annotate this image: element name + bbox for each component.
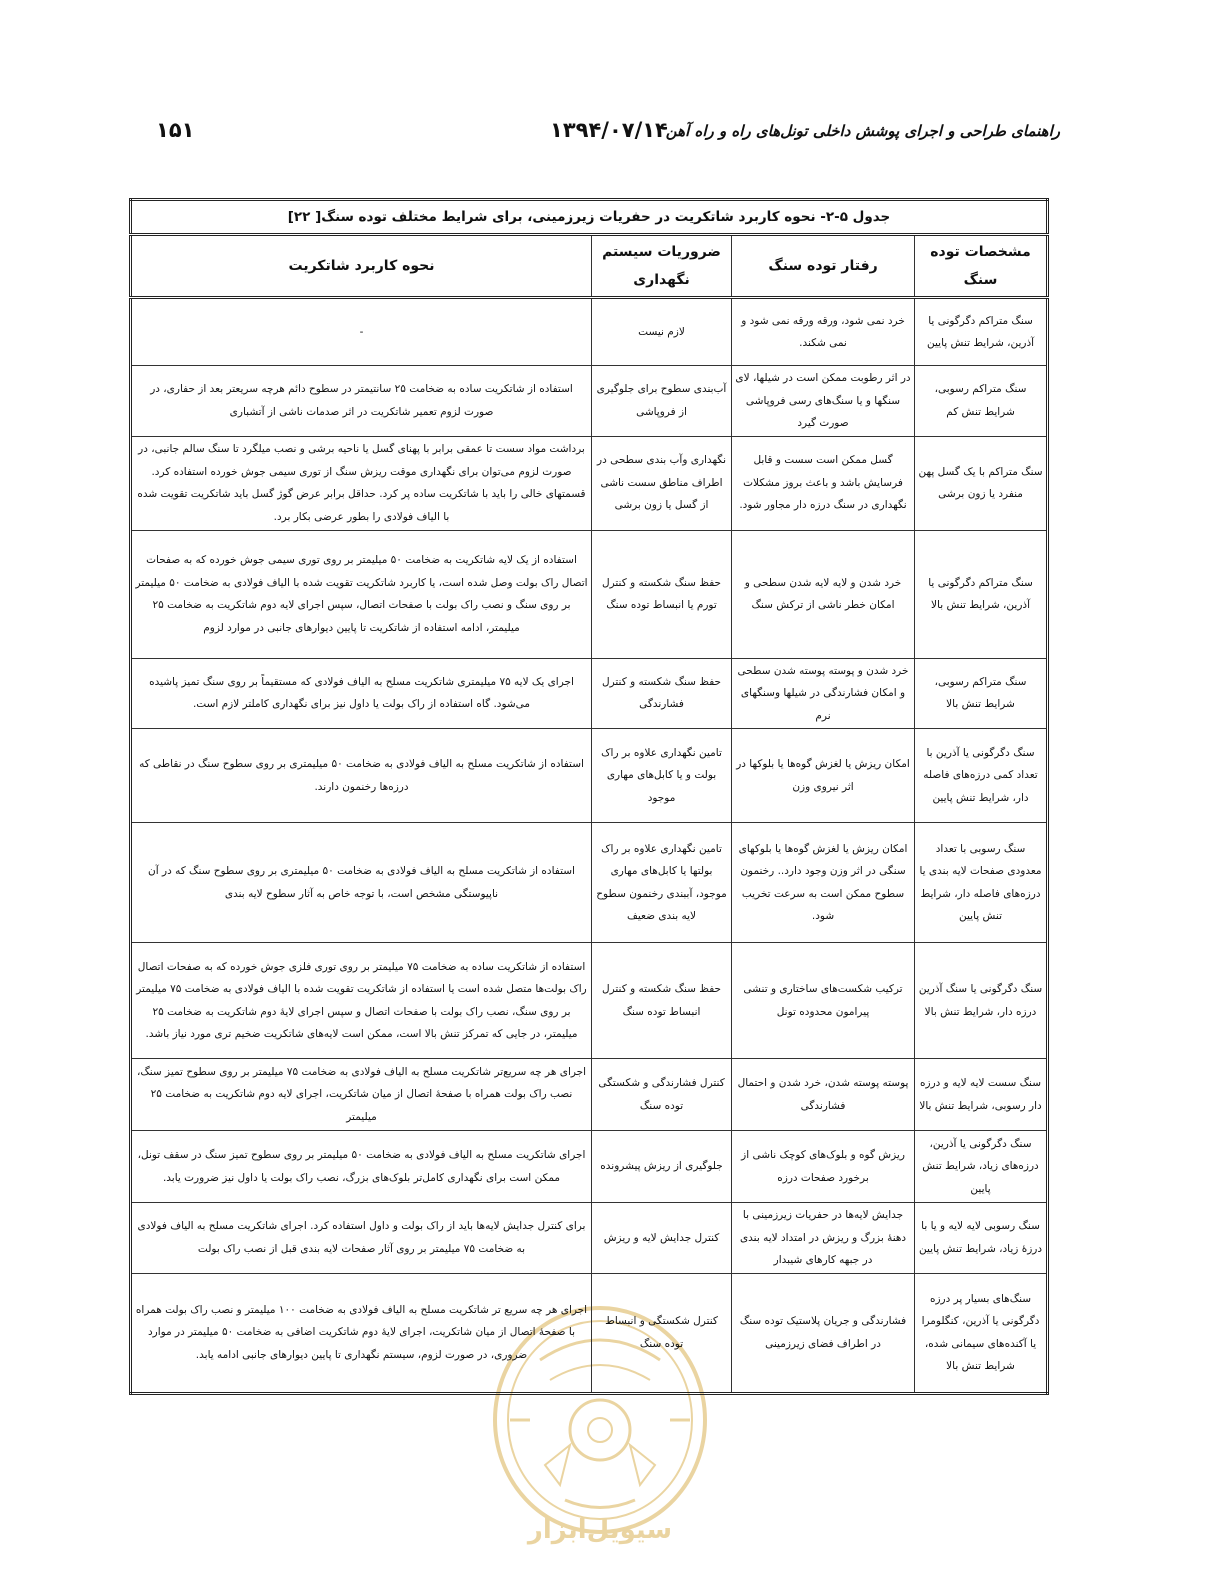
rock-properties-cell: سنگ سست لایه لایه و درزه دار رسوبی، شرایط تنش بالا xyxy=(915,1059,1048,1131)
support-requirements-cell: آب‌بندی سطوح برای جلوگیری از فروپاشی xyxy=(592,366,732,437)
table-header-row xyxy=(131,235,1048,298)
table-row xyxy=(131,658,1048,729)
column-header-support-requirements: ضروریات سیستم نگهداری xyxy=(592,235,732,298)
table-row xyxy=(131,366,1048,437)
rock-behavior-cell: جدایش لایه‌ها در حفریات زیرزمینی با دهنۀ بزرگ و ریزش در امتداد لایه بندی در جبهه کارهای شیبدار xyxy=(732,1203,915,1274)
rock-properties-cell: سنگ‌های بسیار پر درزه دگرگونی یا آذرین، کنگلومرا یا آکنده‌های سیمانی شده، شرایط تنش بالا xyxy=(915,1273,1048,1393)
rock-behavior-cell: امکان ریزش یا لغزش گوه‌ها یا بلوکهای سنگی در اثر وزن وجود دارد.. رخنمون سطوح ممکن است به سرعت تخریب شود. xyxy=(732,823,915,943)
support-requirements-cell: کنترل جدایش لایه و ریزش xyxy=(592,1203,732,1274)
table-row xyxy=(131,436,1048,530)
shotcrete-application-cell: - xyxy=(131,298,592,366)
table-row xyxy=(131,1273,1048,1393)
document-title: راهنمای طراحی و اجرای پوشش داخلی تونل‌های راه و راه آهن xyxy=(665,122,1060,140)
rock-behavior-cell: امکان ریزش یا لغزش گوه‌ها یا بلوکها در اثر نیروی وزن xyxy=(732,729,915,823)
table-row xyxy=(131,298,1048,366)
table-row xyxy=(131,1131,1048,1203)
shotcrete-application-cell: اجرای یک لایه ۷۵ میلیمتری شاتکریت مسلح به الیاف فولادی که مستقیماً بر روی سنگ تمیز پاشیده می‌شود. گاه استفاده از راک بولت یا داول نیز برای نگهداری کاملتر لازم است. xyxy=(131,658,592,729)
support-requirements-cell: جلوگیری از ریزش پیشرونده xyxy=(592,1131,732,1203)
rock-properties-cell: سنگ متراکم رسوبی، شرایط تنش کم xyxy=(915,366,1048,437)
support-requirements-cell: حفظ سنگ شکسته و کنترل انبساط توده سنگ xyxy=(592,943,732,1059)
rock-behavior-cell: در اثر رطوبت ممکن است در شیلها، لای سنگها و یا سنگ‌های رسی فروپاشی صورت گیرد xyxy=(732,366,915,437)
shotcrete-table xyxy=(129,198,1049,1395)
table-row xyxy=(131,729,1048,823)
rock-properties-cell: سنگ دگرگونی یا آذرین، درزه‌های زیاد، شرایط تنش پایین xyxy=(915,1131,1048,1203)
rock-properties-cell: سنگ متراکم دگرگونی یا آذرین، شرایط تنش پایین xyxy=(915,298,1048,366)
table-caption: جدول ۵-۲- نحوه کاربرد شاتکریت در حفریات زیرزمینی، برای شرایط مختلف توده سنگ[ ۲۲] xyxy=(131,200,1048,235)
shotcrete-application-cell: برداشت مواد سست تا عمقی برابر با پهنای گسل یا ناحیه برشی و نصب میلگرد تا سنگ سالم جانبی، در صورت لزوم می‌توان برای نگهداری موقت ریزش سنگ از توری سیمی جوش خورده استفاده کرد. قسمتهای خالی را باید با شاتکریت ساده پر کرد. حداقل برابر عرض گوژ گسل باید شاتکریت تقویت شده با الیاف فولادی را بطور عرضی بکار برد. xyxy=(131,436,592,530)
rock-behavior-cell: خرد نمی شود، ورقه ورقه نمی شود و نمی شکند. xyxy=(732,298,915,366)
rock-behavior-cell: خرد شدن و لایه لایه شدن سطحی و امکان خطر ناشی از ترکش سنگ xyxy=(732,530,915,658)
column-header-rock-behavior: رفتار توده سنگ xyxy=(732,235,915,298)
page-number: ۱۵۱ xyxy=(156,118,195,142)
shotcrete-application-cell: استفاده از شاتکریت مسلح به الیاف فولادی به ضخامت ۵۰ میلیمتری بر روی سطوح سنگ که در آن ناپیوستگی مشخص است، با توجه خاص به آثار سطوح لایه بندی xyxy=(131,823,592,943)
rock-properties-cell: سنگ دگرگونی یا سنگ آذرین درزه دار، شرایط تنش بالا xyxy=(915,943,1048,1059)
shotcrete-application-cell: اجرای هر چه سریع‌تر شاتکریت مسلح به الیاف فولادی به ضخامت ۷۵ میلیمتر بر روی سطوح تمیز سنگ، نصب راک بولت همراه با صفحۀ اتصال از میان شاتکریت، اجرای لایه دوم شاتکریت به ضخامت ۲۵ میلیمتر xyxy=(131,1059,592,1131)
shotcrete-application-cell: اجرای هر چه سریع تر شاتکریت مسلح به الیاف فولادی به ضخامت ۱۰۰ میلیمتر و نصب راک بولت همراه با صفحۀ اتصال از میان شاتکریت، اجرای لایۀ دوم شاتکریت اضافی به ضخامت ۵۰ میلیمتر در موارد ضروری، در صورت لزوم، سیستم نگهداری تا پایین دیوارهای جانبی ادامه یابد. xyxy=(131,1273,592,1393)
shotcrete-application-cell: استفاده از یک لایه شاتکریت به ضخامت ۵۰ میلیمتر بر روی توری سیمی جوش خورده که به صفحات اتصال راک بولت وصل شده است، یا کاربرد شاتکریت تقویت شده با الیاف فولادی به ضخامت ۵۰ میلیمتر بر روی سنگ و نصب راک بولت با صفحات اتصال، سپس اجرای لایه دوم شاتکریت به ضخامت ۲۵ میلیمتر، ادامه استفاده از شاتکریت تا پایین دیوارهای جانبی در موارد لزوم xyxy=(131,530,592,658)
rock-behavior-cell: خرد شدن و پوسته پوسته شدن سطحی و امکان فشارندگی در شیلها وسنگهای نرم xyxy=(732,658,915,729)
rock-behavior-cell: گسل ممکن است سست و قابل فرسایش باشد و باعث بروز مشکلات نگهداری در سنگ درزه دار مجاور شود. xyxy=(732,436,915,530)
table-row xyxy=(131,823,1048,943)
rock-properties-cell: سنگ دگرگونی یا آذرین با تعداد کمی درزه‌های فاصله دار، شرایط تنش پایین xyxy=(915,729,1048,823)
shotcrete-application-cell: استفاده از شاتکریت ساده به ضخامت ۷۵ میلیمتر بر روی توری فلزی جوش خورده که به صفحات اتصال راک بولت‌ها متصل شده است یا استفاده از شاتکریت تقویت شده با الیاف فولادی به ضخامت ۷۵ میلیمتر بر روی سنگ، نصب راک بولت با صفحات اتصال و سپس اجرای لایۀ دوم شاتکریت به ضخامت ۲۵ میلیمتر، در جایی که تمرکز تنش بالا است، ممکن است لایه‌های شاتکریت ضخیم تری مورد نیاز باشد. xyxy=(131,943,592,1059)
table-row xyxy=(131,1059,1048,1131)
rock-behavior-cell: ریزش گوه و بلوک‌های کوچک ناشی از برخورد صفحات درزه xyxy=(732,1131,915,1203)
table-row xyxy=(131,1203,1048,1274)
rock-properties-cell: سنگ متراکم دگرگونی یا آذرین، شرایط تنش بالا xyxy=(915,530,1048,658)
watermark-text: سیویل‌ابزار xyxy=(527,1515,673,1545)
rock-behavior-cell: پوسته پوسته شدن، خرد شدن و احتمال فشارندگی xyxy=(732,1059,915,1131)
shotcrete-application-cell: برای کنترل جدایش لایه‌ها باید از راک بولت و داول استفاده کرد. اجرای شاتکریت مسلح به الیاف فولادی به ضخامت ۷۵ میلیمتر بر روی آثار صفحات لایه بندی قبل از نصب راک بولت xyxy=(131,1203,592,1274)
column-header-shotcrete-application: نحوه کاربرد شاتکریت xyxy=(131,235,592,298)
shotcrete-application-cell: استفاده از شاتکریت ساده به ضخامت ۲۵ سانتیمتر در سطوح دائم هرچه سریعتر بعد از حفاری، در صورت لزوم تعمیر شاتکریت در اثر صدمات ناشی از آتشباری xyxy=(131,366,592,437)
support-requirements-cell: نگهداری وآب بندی سطحی در اطراف مناطق سست ناشی از گسل یا زون برشی xyxy=(592,436,732,530)
table-row xyxy=(131,943,1048,1059)
support-requirements-cell: لازم نیست xyxy=(592,298,732,366)
shotcrete-application-cell: اجرای شاتکریت مسلح به الیاف فولادی به ضخامت ۵۰ میلیمتر بر روی سطوح تمیز سنگ در سقف تونل، ممکن است برای نگهداری کامل‌تر بلوک‌های بزرگ، نصب راک بولت یا داول نیز ضرورت یابد. xyxy=(131,1131,592,1203)
page-header xyxy=(120,118,1060,152)
support-requirements-cell: تامین نگهداری علاوه بر راک بولت و یا کابل‌های مهاری موجود xyxy=(592,729,732,823)
rock-properties-cell: سنگ رسوبی با تعداد معدودی صفحات لایه بندی یا درزه‌های فاصله دار، شرایط تنش پایین xyxy=(915,823,1048,943)
document-date: ۱۳۹۴/۰۷/۱۴ xyxy=(550,118,668,142)
rock-properties-cell: سنگ متراکم با یک گسل پهن منفرد یا زون برشی xyxy=(915,436,1048,530)
column-header-rock-properties: مشخصات توده سنگ xyxy=(915,235,1048,298)
rock-behavior-cell: فشارندگی و جریان پلاستیک توده سنگ در اطراف فضای زیرزمینی xyxy=(732,1273,915,1393)
support-requirements-cell: کنترل شکستگی و انبساط توده سنگ xyxy=(592,1273,732,1393)
shotcrete-application-cell: استفاده از شاتکریت مسلح به الیاف فولادی به ضخامت ۵۰ میلیمتری بر روی سطوح سنگ در نقاطی که درزه‌ها رخنمون دارند. xyxy=(131,729,592,823)
support-requirements-cell: حفظ سنگ شکسته و کنترل فشارندگی xyxy=(592,658,732,729)
rock-properties-cell: سنگ متراکم رسوبی، شرایط تنش بالا xyxy=(915,658,1048,729)
rock-behavior-cell: ترکیب شکست‌های ساختاری و تنشی پیرامون محدوده تونل xyxy=(732,943,915,1059)
support-requirements-cell: کنترل فشارندگی و شکستگی توده سنگ xyxy=(592,1059,732,1131)
support-requirements-cell: تامین نگهداری علاوه بر راک بولتها یا کابل‌های مهاری موجود، آببندی رخنمون سطوح لایه بندی ضعیف xyxy=(592,823,732,943)
table-row xyxy=(131,530,1048,658)
support-requirements-cell: حفظ سنگ شکسته و کنترل تورم یا انبساط توده سنگ xyxy=(592,530,732,658)
rock-properties-cell: سنگ رسوبی لایه لایه و یا با درزۀ زیاد، شرایط تنش پایین xyxy=(915,1203,1048,1274)
